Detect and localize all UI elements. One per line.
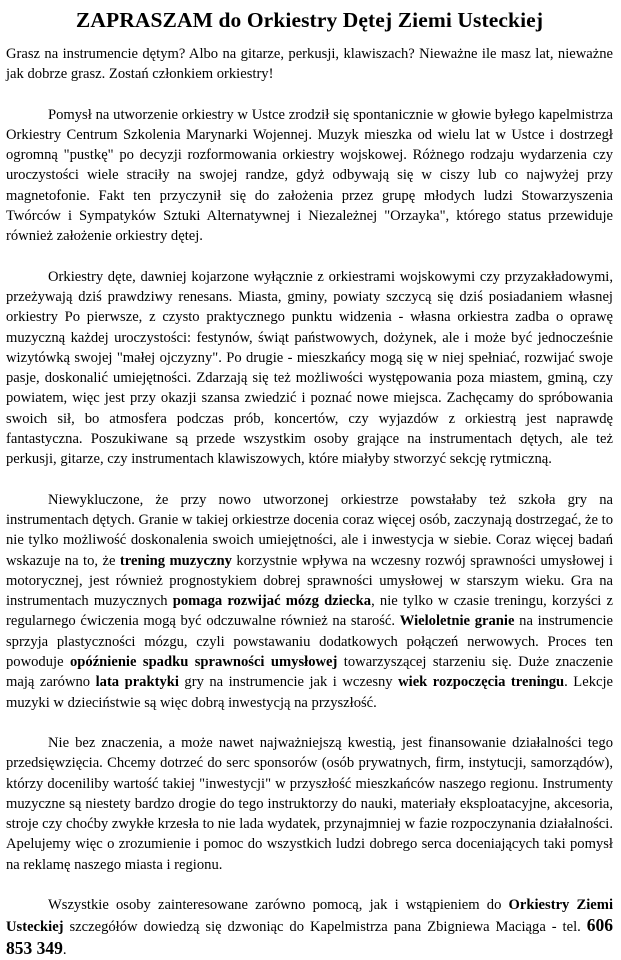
text-run: towarzyszącej starzeniu się. Duże znaczenie mają zarówno	[6, 654, 613, 691]
bold-phrase-years: lata praktyki	[95, 674, 179, 691]
text-run: .	[62, 941, 67, 958]
text-run: korzystnie wpływa na wczesny rozwój sprawności umysłowej i motorycznej, jest również prognostykiem dobrej sprawności umysłowej w starszym wieku. Gra na instrumentach muzycznych	[6, 552, 613, 610]
bold-phrase-long-playing: Wieloletnie granie	[399, 613, 515, 630]
text-run: . Lekcje muzyki w dzieciństwie są więc dobrą inwestycją na przyszłość.	[6, 674, 614, 711]
paragraph-history: Pomysł na utworzenie orkiestry w Ustce zrodził się spontanicznie w głowie byłego kapelmistrza Orkiestry Centrum Szkolenia Marynarki Wojennej. Muzyk mieszka od wielu lat w Ustce i dostrzegł ogromną "pustkę" po decyzji rozformowania orkiestry wojskowej. Różnego rodzaju wydarzenia czy uroczystości wiele straciły na swojej randze, gdyż odbywają się w ciszy lub co najwyżej przy magnetofonie. Fakt ten przyczynił się do założenia przez grupę młodych ludzi Stowarzyszenia Twórców i Sympatyków Sztuki Alternatywnej i Niezależnej "Orzayka", którego status przewiduje również założenie orkiestry dętej.	[6, 106, 613, 245]
text-run: gry na instrumencie jak i wczesny	[178, 674, 399, 691]
bold-phrase-training: trening muzyczny	[119, 552, 232, 569]
paragraph-spacer	[6, 713, 613, 733]
bold-phrase-age: wiek rozpoczęcia treningu	[398, 674, 565, 691]
text-run: na instrumencie sprzyja plastyczności mózgu, czyli powstawaniu dodatkowych połączeń nerwowych. Proces ten powoduje	[6, 613, 614, 671]
paragraph-spacer	[6, 247, 613, 267]
text-run: szczegółów dowiedzą się dzwoniąc do Kapelmistrza pana Zbigniewa Maciąga - tel.	[63, 919, 587, 936]
bold-phrase-brain: pomaga rozwijać mózg dziecka	[172, 593, 372, 610]
paragraph-music-training	[6, 490, 613, 713]
paragraph-spacer	[6, 470, 613, 490]
paragraph-spacer	[6, 875, 613, 895]
bold-orchestra-name: Orkiestry Ziemi Usteckiej	[6, 896, 613, 936]
text-run: Niewykluczone, że przy nowo utworzonej orkiestrze powstałaby też szkoła gry na instrumentach dętych. Granie w takiej orkiestrze docenia coraz więcej osób, zaczynają dostrzegać, że to nie tylko możliwość doskonalenia swoich umiejętności, ale i inwestycja w siebie. Coraz więcej badań wskazuje na to, że	[6, 491, 613, 569]
bold-phrase-decline: opóźnienie spadku sprawności umysłowej	[69, 654, 338, 671]
paragraph-spacer	[6, 85, 613, 105]
paragraph-contact	[6, 895, 613, 960]
document-title: ZAPRASZAM do Orkiestry Dętej Ziemi Usteckiej	[75, 8, 544, 32]
phone-number: 606 853 349	[6, 915, 613, 958]
paragraph-funding: Nie bez znaczenia, a może nawet najważniejszą kwestią, jest finansowanie działalności tego przedsięwzięcia. Chcemy dotrzeć do serc sponsorów (osób prywatnych, firm, instytucji, samorządów), którzy doceniliby wartość takiej "inwestycji" w przyszłość mieszkańców naszego regionu. Instrumenty muzyczne są niestety bardzo drogie do tego instruktorzy do nauki, materiały eksploatacyjne, akcesoria, stroje czy choćby zwykłe krzesła to nie lada wydatek, przynajmniej w fazie rozpoczynania działalności. Apelujemy więc o zrozumienie i pomoc do wszystkich ludzi dobrego serca doceniających taki pomysł na reklamę naszego miasta i regionu.	[6, 734, 613, 873]
paragraph-wind-orchestras: Orkiestry dęte, dawniej kojarzone wyłącznie z orkiestrami wojskowymi czy przyzakładowymi, przeżywają dziś prawdziwy renesans. Miasta, gminy, powiaty szczycą się dziś posiadaniem własnej orkiestry Po pierwsze, z czysto praktycznego punktu widzenia - własna orkiestra zadba o oprawę muzyczną każdej uroczystości: festynów, świąt państwowych, dożynek, ale i może być jednocześnie wizytówką swojej "małej ojczyzny". Po drugie - mieszkańcy mogą się w niej spełniać, rozwijać swoje pasje, doskonalić umiejętności. Zdarzają się też możliwości występowania poza miastem, gminą, czy powiatem, więc jest przy okazji szansa zwiedzić i poznać nowe miejsca. Zachęcamy do spróbowania swoich sił, bo atmosfera podczas prób, koncertów, czy wyjazdów z orkiestrą jest naprawdę fantastyczna. Poszukiwane są przede wszystkim osoby grające na instrumentach dętych, ale też perkusji, gitarze, czy instrumentach klawiszowych, które miałyby stworzyć sekcję rytmiczną.	[6, 268, 613, 468]
text-run: , nie tylko w czasie treningu, korzyści z regularnego ćwiczenia mogą być odczuwalne również na starość.	[6, 593, 613, 630]
text-run: Wszystkie osoby zainteresowane zarówno pomocą, jak i wstąpieniem do	[48, 896, 509, 913]
intro-paragraph: Grasz na instrumencie dętym? Albo na gitarze, perkusji, klawiszach? Nieważne ile masz lat, nieważne jak dobrze grasz. Zostań członkiem orkiestry!	[6, 46, 613, 83]
